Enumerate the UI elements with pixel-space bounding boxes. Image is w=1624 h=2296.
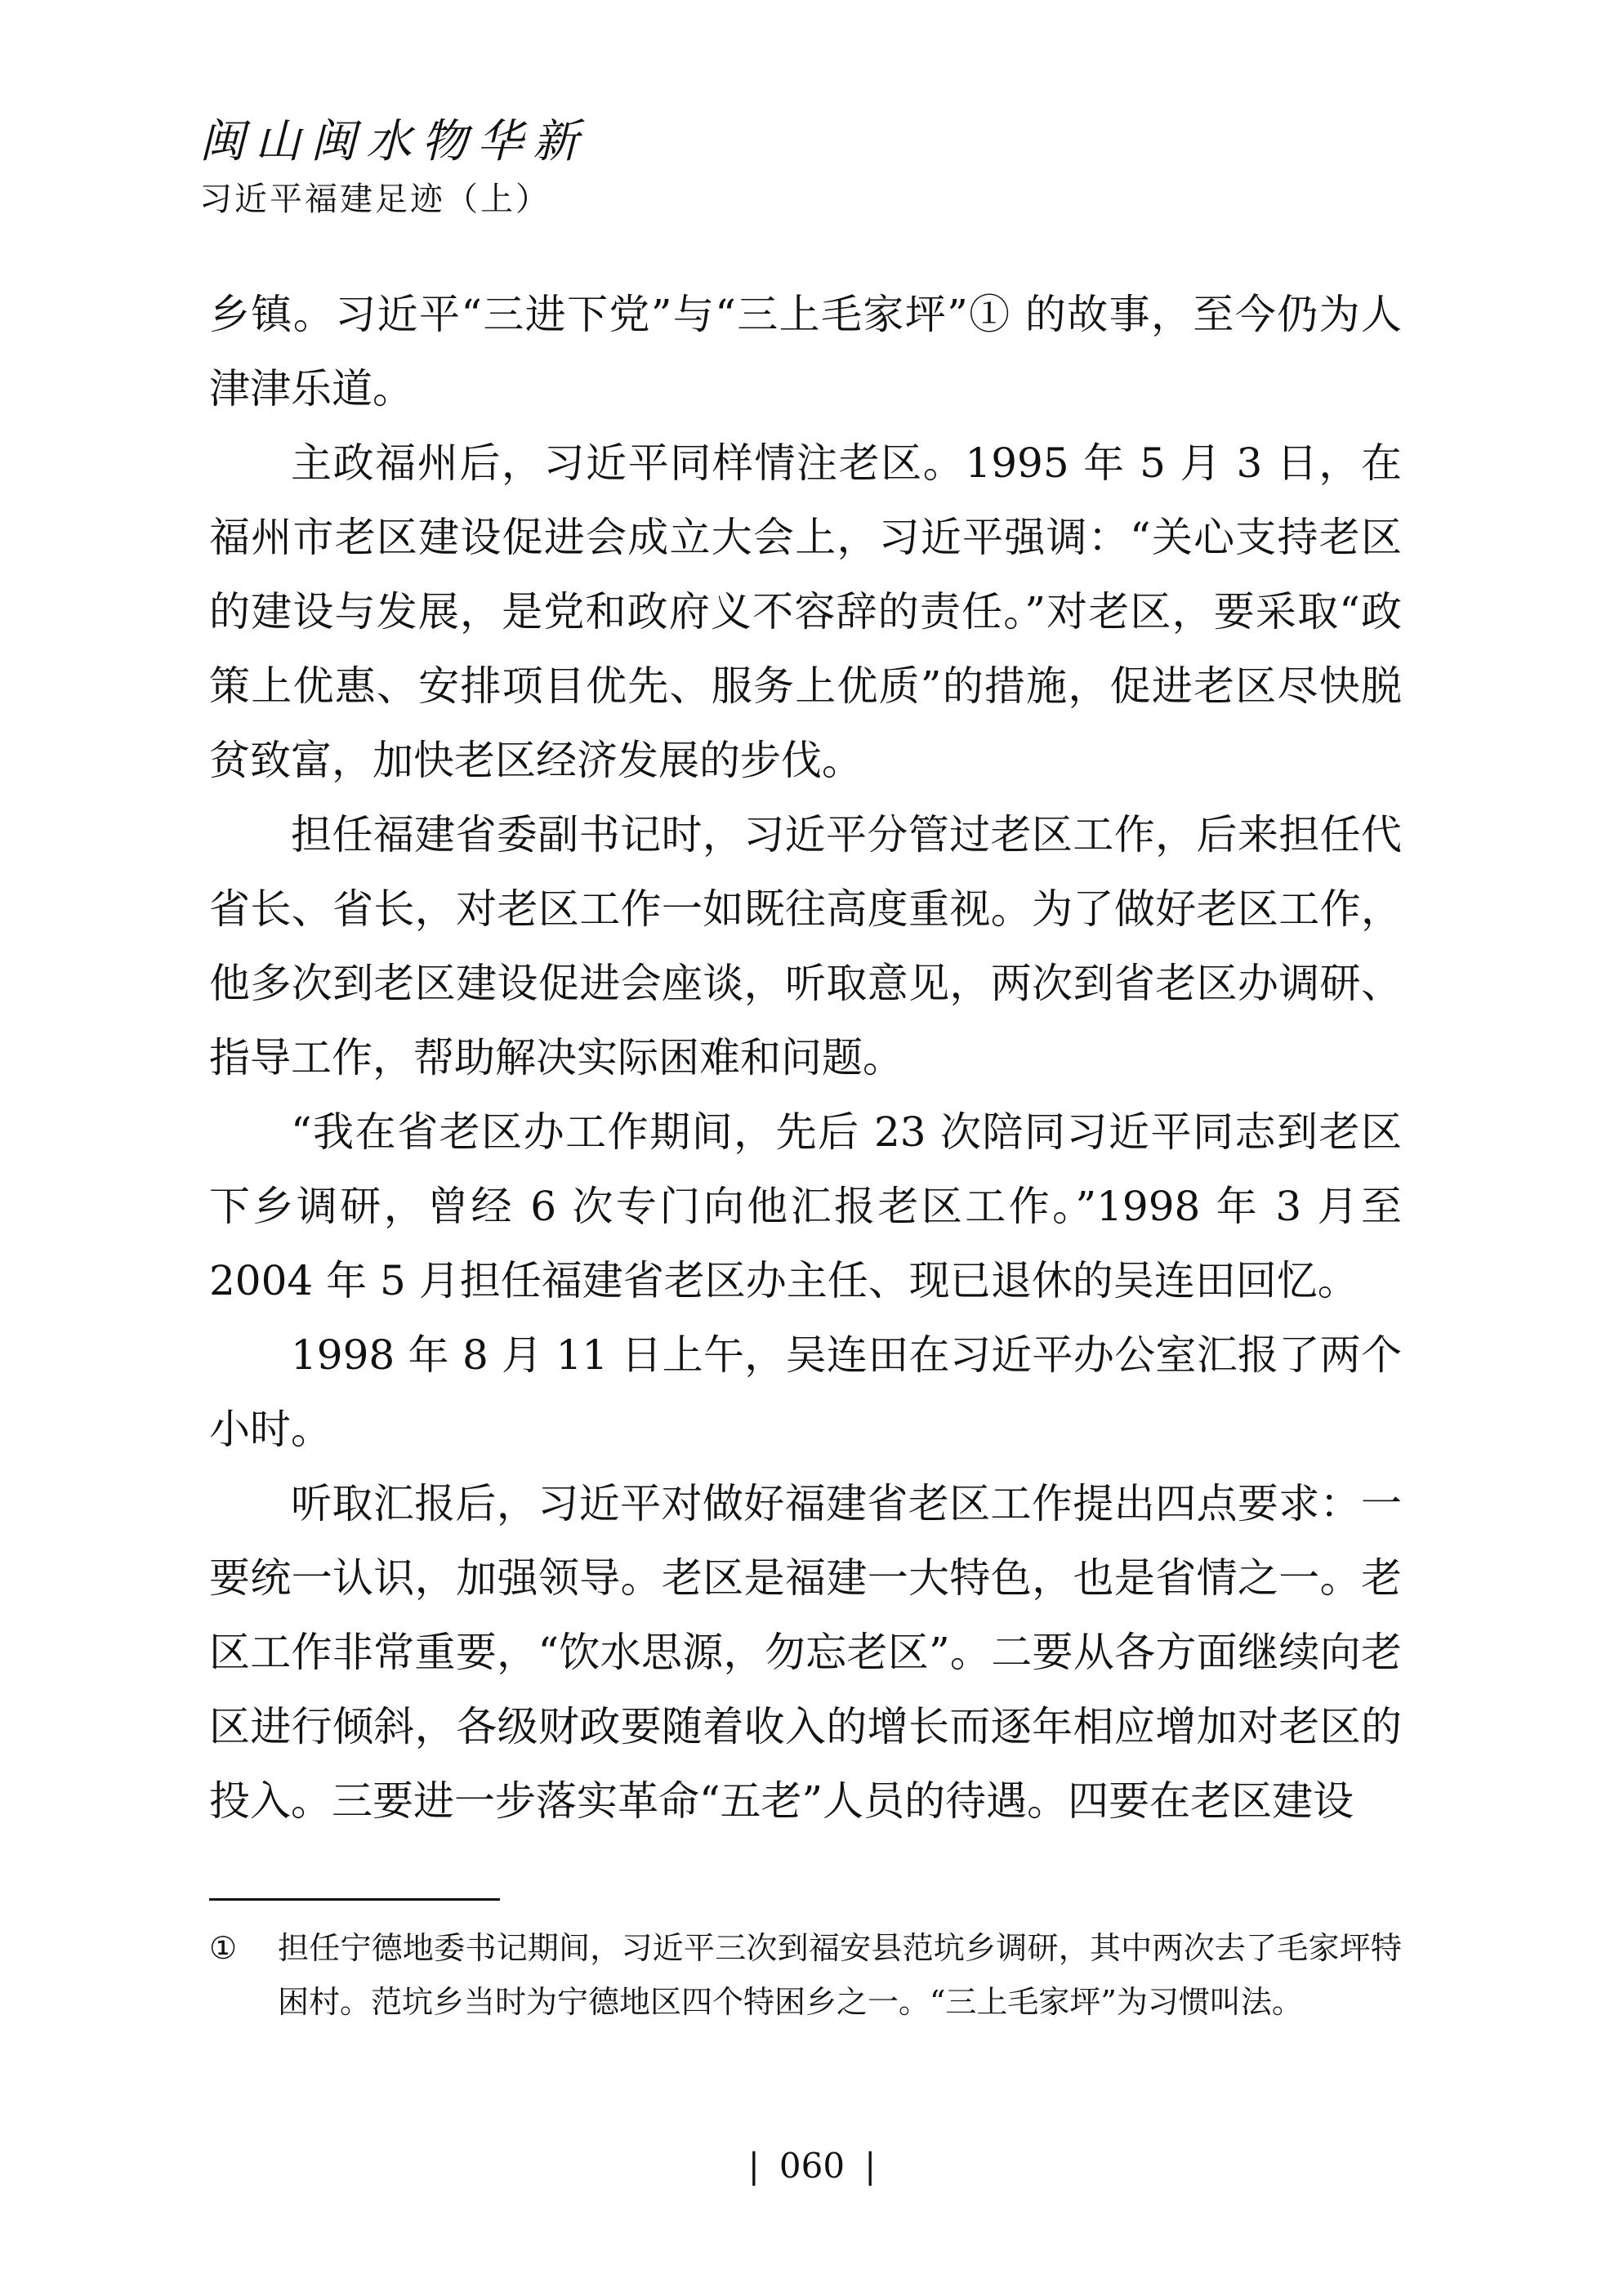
paragraph: 1998 年 8 月 11 日上午，吴连田在习近平办公室汇报了两个小时。 [209,1331,1402,1453]
page-number: 060 [779,2146,845,2186]
book-subtitle: 习近平福建足迹（上） [199,181,551,218]
footnote-marker: ① [209,1930,238,1966]
footnote [209,1921,1402,2029]
page-number-right-bar: | [864,2146,877,2186]
paragraph-continued: 乡镇。习近平“三进下党”与“三上毛家坪”① 的故事，至今仍为人津津乐道。 [209,291,1402,412]
book-title: 闽山闽水物华新 [199,115,588,168]
paragraph: 主政福州后，习近平同样情注老区。1995 年 5 月 3 日，在福州市老区建设促进会成立大会上，习近平强调：“关心支持老区的建设与发展，是党和政府义不容辞的责任。”对老区，要采取“政策上优惠、安排项目优先、服务上优质”的措施，促进老区尽快脱贫致富，加快老区经济发展的步伐。 [209,439,1402,784]
paragraph: 听取汇报后，习近平对做好福建省老区工作提出四点要求：一要统一认识，加强领导。老区是福建一大特色，也是省情之一。老区工作非常重要，“饮水思源，勿忘老区”。二要从各方面继续向老区进行倾斜，各级财政要随着收入的增长而逐年相应增加对老区的投入。三要进一步落实革命“五老”人员的待遇。四要在老区建设 [209,1480,1402,1825]
page-number-left-bar: | [747,2146,760,2186]
body-text [209,278,1402,1839]
footnote-text: 担任宁德地委书记期间，习近平三次到福安县范坑乡调研，其中两次去了毛家坪特困村。范坑乡当时为宁德地区四个特困乡之一。“三上毛家坪”为习惯叫法。 [278,1930,1402,2020]
running-header [199,113,588,222]
footnote-divider [209,1898,500,1901]
page-number-area [0,2142,1624,2191]
paragraph: “我在省老区办工作期间，先后 23 次陪同习近平同志到老区下乡调研，曾经 6 次专门向他汇报老区工作。”1998 年 3 月至 2004 年 5 月担任福建省老区办主任、现已退休的吴连田回忆。 [209,1108,1402,1304]
paragraph: 担任福建省委副书记时，习近平分管过老区工作，后来担任代省长、省长，对老区工作一如既往高度重视。为了做好老区工作，他多次到老区建设促进会座谈，听取意见，两次到省老区办调研、指导工作，帮助解决实际困难和问题。 [209,811,1402,1081]
